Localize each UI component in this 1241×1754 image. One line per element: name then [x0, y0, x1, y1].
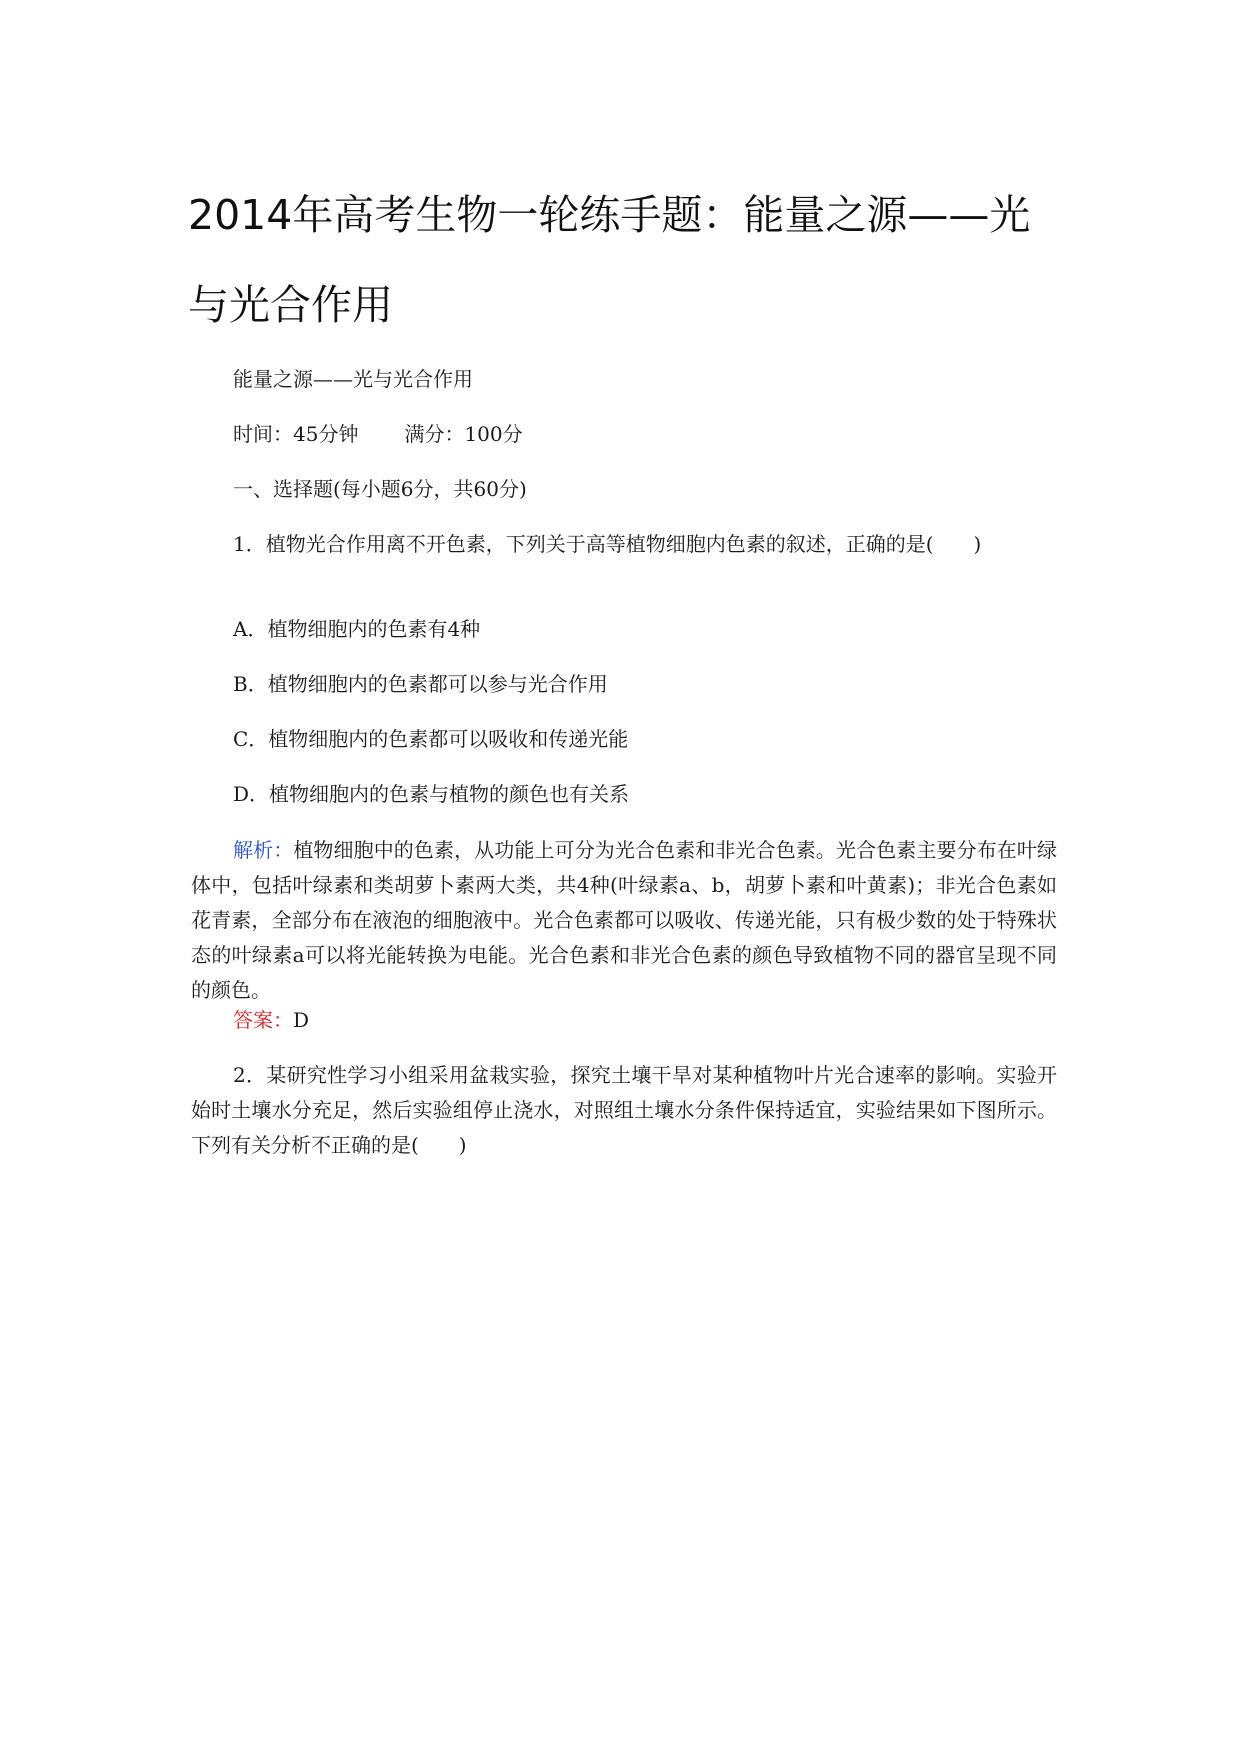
- option-a: A．植物细胞内的色素有4种: [233, 617, 481, 641]
- subtitle: 能量之源——光与光合作用: [233, 367, 473, 391]
- question-1-stem: 1．植物光合作用离不开色素，下列关于高等植物细胞内色素的叙述，正确的是( ): [233, 532, 982, 556]
- time-info: 时间：45分钟: [233, 422, 359, 446]
- analysis-label: 解析：: [233, 838, 294, 862]
- section-heading: 一、选择题(每小题6分，共60分): [233, 477, 527, 501]
- page-title: 2014年高考生物一轮练手题：能量之源——光与光合作用: [188, 191, 1031, 329]
- question-1-analysis: [191, 833, 1057, 1008]
- analysis-text: 植物细胞中的色素，从功能上可分为光合色素和非光合色素。光合色素主要分布在叶绿体中，包括叶绿素和类胡萝卜素两大类，共4种(叶绿素a、b，胡萝卜素和叶黄素)；非光合色素如花青素，全部分布在液泡的细胞液中。光合色素都可以吸收、传递光能，只有极少数的处于特殊状态的叶绿素a可以将光能转换为电能。光合色素和非光合色素的颜色导致植物不同的器官呈现不同的颜色。: [191, 838, 1058, 1002]
- answer-value: D: [293, 1008, 310, 1032]
- option-c: C．植物细胞内的色素都可以吸收和传递光能: [233, 727, 629, 751]
- score-info: 满分：100分: [404, 422, 523, 446]
- question-2-stem: 2．某研究性学习小组采用盆栽实验，探究土壤干旱对某种植物叶片光合速率的影响。实验开始时土壤水分充足，然后实验组停止浇水，对照组土壤水分条件保持适宜，实验结果如下图所示。下列有关分析不正确的是( ): [191, 1063, 1057, 1157]
- question-1-answer: [233, 1005, 309, 1035]
- option-d: D．植物细胞内的色素与植物的颜色也有关系: [233, 782, 630, 806]
- option-b: B．植物细胞内的色素都可以参与光合作用: [233, 672, 608, 696]
- exam-meta: [233, 419, 523, 449]
- answer-label: 答案：: [233, 1008, 293, 1032]
